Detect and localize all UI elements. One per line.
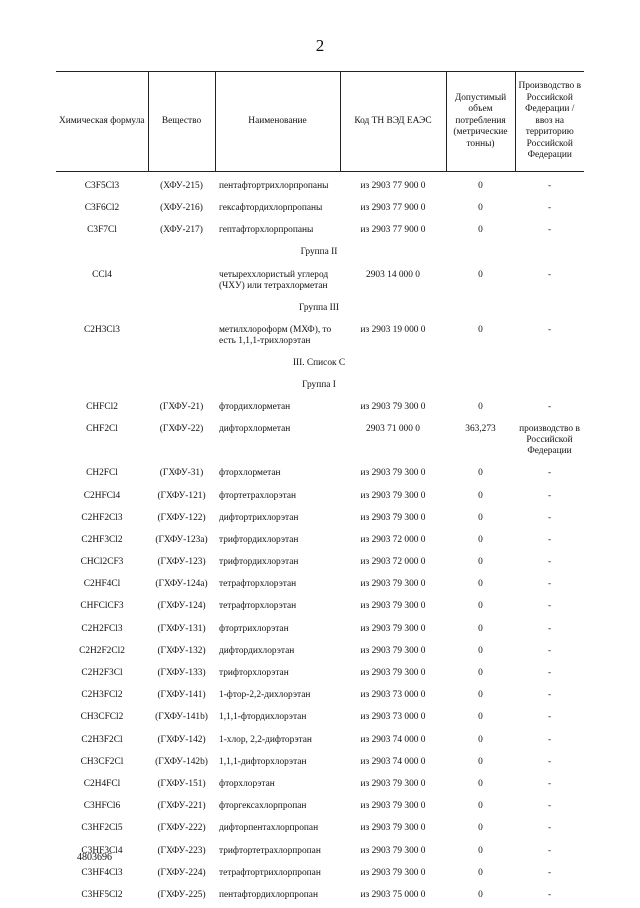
cell-name: фтортрихлорэтан	[215, 620, 340, 642]
cell-formula: CH3CF2Cl	[56, 753, 148, 775]
cell-substance: (ГХФУ-151)	[148, 775, 215, 797]
cell-formula: C2HF4Cl	[56, 575, 148, 597]
cell-formula: C3HF2Cl5	[56, 819, 148, 841]
cell-production: -	[515, 575, 584, 597]
cell-production: -	[515, 597, 584, 619]
table-row	[56, 172, 584, 200]
cell-production: -	[515, 531, 584, 553]
header-consumption: Допустимый объем потребления (метрические тонны)	[446, 72, 515, 172]
table-row	[56, 321, 584, 354]
cell-substance: (ХФУ-216)	[148, 199, 215, 221]
table-row	[56, 221, 584, 243]
cell-substance: (ГХФУ-133)	[148, 664, 215, 686]
cell-formula: CCl4	[56, 266, 148, 299]
cell-consumption: 0	[446, 708, 515, 730]
cell-code: из 2903 77 900 0	[340, 199, 446, 221]
cell-name: тетрафторхлорэтан	[215, 597, 340, 619]
cell-consumption: 0	[446, 487, 515, 509]
group-heading: Группа III	[56, 299, 584, 321]
cell-name: 1,1,1-фтордихлорэтан	[215, 708, 340, 730]
cell-substance: (ГХФУ-224)	[148, 864, 215, 886]
table-row	[56, 819, 584, 841]
cell-name: гексафтордихлорпропаны	[215, 199, 340, 221]
group-heading-row	[56, 299, 584, 321]
cell-formula: C3HF3Cl4	[56, 842, 148, 864]
header-formula: Химическая формула	[56, 72, 148, 172]
cell-code: из 2903 73 000 0	[340, 686, 446, 708]
cell-consumption: 0	[446, 686, 515, 708]
table-row	[56, 864, 584, 886]
cell-substance: (ГХФУ-221)	[148, 797, 215, 819]
cell-consumption: 0	[446, 819, 515, 841]
header-code: Код ТН ВЭД ЕАЭС	[340, 72, 446, 172]
cell-production: -	[515, 199, 584, 221]
table-row	[56, 797, 584, 819]
cell-consumption: 0	[446, 842, 515, 864]
cell-code: из 2903 79 300 0	[340, 864, 446, 886]
cell-formula: C3HFCl6	[56, 797, 148, 819]
cell-formula: C2H3FCl2	[56, 686, 148, 708]
cell-name: 1,1,1-дифторхлорэтан	[215, 753, 340, 775]
cell-production: -	[515, 464, 584, 486]
cell-code: из 2903 79 300 0	[340, 509, 446, 531]
cell-code: из 2903 79 300 0	[340, 575, 446, 597]
cell-name: трифторхлорэтан	[215, 664, 340, 686]
cell-code: из 2903 79 300 0	[340, 620, 446, 642]
table-row	[56, 708, 584, 730]
cell-code: из 2903 72 000 0	[340, 531, 446, 553]
cell-name: тетрафторхлорэтан	[215, 575, 340, 597]
cell-name: метилхлороформ (МХФ), то есть 1,1,1-трихлорэтан	[215, 321, 340, 354]
cell-consumption: 0	[446, 797, 515, 819]
cell-name: тетрафтортрихлорпропан	[215, 864, 340, 886]
cell-name: фтортетрахлорэтан	[215, 487, 340, 509]
table-row	[56, 642, 584, 664]
cell-formula: C2H2FCl3	[56, 620, 148, 642]
table-row	[56, 199, 584, 221]
cell-name: четыреххлористый углерод (ЧХУ) или тетрахлорметан	[215, 266, 340, 299]
cell-production: -	[515, 731, 584, 753]
cell-consumption: 0	[446, 731, 515, 753]
cell-consumption: 363,273	[446, 420, 515, 464]
cell-name: пентафтордихлорпропан	[215, 886, 340, 908]
table-body	[56, 172, 584, 908]
cell-substance: (ГХФУ-223)	[148, 842, 215, 864]
header-name: Наименование	[215, 72, 340, 172]
document-id: 4803696	[77, 852, 112, 863]
cell-production: -	[515, 321, 584, 354]
cell-consumption: 0	[446, 531, 515, 553]
cell-substance: (ГХФУ-142)	[148, 731, 215, 753]
cell-name: 1-фтор-2,2-дихлорэтан	[215, 686, 340, 708]
cell-formula: CHFClCF3	[56, 597, 148, 619]
cell-name: фторхлорметан	[215, 464, 340, 486]
table-row	[56, 553, 584, 575]
table-row	[56, 753, 584, 775]
cell-formula: CHF2Cl	[56, 420, 148, 464]
cell-formula: C3F7Cl	[56, 221, 148, 243]
cell-name: пентафтортрихлорпропаны	[215, 172, 340, 200]
cell-production: -	[515, 686, 584, 708]
cell-formula: CHCl2CF3	[56, 553, 148, 575]
cell-substance: (ГХФУ-225)	[148, 886, 215, 908]
group-heading: Группа I	[56, 376, 584, 398]
cell-production: -	[515, 708, 584, 730]
cell-code: из 2903 77 900 0	[340, 221, 446, 243]
cell-formula: CH2FCl	[56, 464, 148, 486]
cell-code: из 2903 79 300 0	[340, 642, 446, 664]
cell-substance: (ГХФУ-142b)	[148, 753, 215, 775]
cell-substance: (ГХФУ-124)	[148, 597, 215, 619]
cell-production: -	[515, 266, 584, 299]
cell-production: -	[515, 487, 584, 509]
cell-code: из 2903 73 000 0	[340, 708, 446, 730]
cell-formula: CH3CFCl2	[56, 708, 148, 730]
cell-code: из 2903 79 300 0	[340, 842, 446, 864]
cell-production: -	[515, 775, 584, 797]
group-heading-row	[56, 376, 584, 398]
cell-production: -	[515, 753, 584, 775]
cell-substance: (ГХФУ-123)	[148, 553, 215, 575]
group-heading-row	[56, 354, 584, 376]
cell-substance: (ГХФУ-123a)	[148, 531, 215, 553]
cell-name: трифтордихлорэтан	[215, 531, 340, 553]
table-row	[56, 664, 584, 686]
cell-code: из 2903 75 000 0	[340, 886, 446, 908]
cell-production: -	[515, 398, 584, 420]
table-row	[56, 487, 584, 509]
cell-formula: C3HF5Cl2	[56, 886, 148, 908]
cell-formula: C2HF2Cl3	[56, 509, 148, 531]
cell-code: из 2903 79 300 0	[340, 398, 446, 420]
cell-name: дифторхлорметан	[215, 420, 340, 464]
cell-substance: (ХФУ-217)	[148, 221, 215, 243]
cell-consumption: 0	[446, 575, 515, 597]
cell-name: дифтортрихлорэтан	[215, 509, 340, 531]
cell-consumption: 0	[446, 642, 515, 664]
cell-substance: (ГХФУ-141b)	[148, 708, 215, 730]
cell-consumption: 0	[446, 199, 515, 221]
cell-formula: C2H3Cl3	[56, 321, 148, 354]
cell-name: фторхлорэтан	[215, 775, 340, 797]
cell-formula: C2H2F3Cl	[56, 664, 148, 686]
cell-consumption: 0	[446, 620, 515, 642]
table-row	[56, 620, 584, 642]
table-header-row	[56, 72, 584, 172]
table-row	[56, 420, 584, 464]
cell-name: трифтортетрахлорпропан	[215, 842, 340, 864]
cell-code: из 2903 79 300 0	[340, 464, 446, 486]
table-row	[56, 531, 584, 553]
cell-name: гептафторхлорпропаны	[215, 221, 340, 243]
cell-substance: (ХФУ-215)	[148, 172, 215, 200]
cell-production: -	[515, 819, 584, 841]
cell-code: из 2903 79 300 0	[340, 597, 446, 619]
cell-code: из 2903 79 300 0	[340, 775, 446, 797]
cell-code: 2903 71 000 0	[340, 420, 446, 464]
cell-consumption: 0	[446, 221, 515, 243]
cell-name: 1-хлор, 2,2-дифторэтан	[215, 731, 340, 753]
cell-substance	[148, 321, 215, 354]
cell-consumption: 0	[446, 864, 515, 886]
cell-code: из 2903 72 000 0	[340, 553, 446, 575]
table-row	[56, 398, 584, 420]
cell-production: -	[515, 172, 584, 200]
header-production: Производство в Российской Федерации / ввоз на территорию Российской Федерации	[515, 72, 584, 172]
cell-code: из 2903 74 000 0	[340, 731, 446, 753]
table-row	[56, 731, 584, 753]
table-row	[56, 266, 584, 299]
cell-substance: (ГХФУ-131)	[148, 620, 215, 642]
cell-production: -	[515, 620, 584, 642]
cell-formula: C3HF4Cl3	[56, 864, 148, 886]
cell-code: из 2903 77 900 0	[340, 172, 446, 200]
cell-formula: C3F6Cl2	[56, 199, 148, 221]
cell-consumption: 0	[446, 664, 515, 686]
cell-consumption: 0	[446, 398, 515, 420]
cell-substance: (ГХФУ-121)	[148, 487, 215, 509]
cell-code: из 2903 19 000 0	[340, 321, 446, 354]
cell-code: из 2903 79 300 0	[340, 487, 446, 509]
cell-code: из 2903 74 000 0	[340, 753, 446, 775]
table-row	[56, 464, 584, 486]
cell-consumption: 0	[446, 321, 515, 354]
cell-consumption: 0	[446, 266, 515, 299]
cell-consumption: 0	[446, 553, 515, 575]
group-heading: Группа II	[56, 243, 584, 265]
cell-substance: (ГХФУ-124a)	[148, 575, 215, 597]
cell-production: -	[515, 864, 584, 886]
cell-consumption: 0	[446, 597, 515, 619]
cell-formula: CHFCl2	[56, 398, 148, 420]
cell-consumption: 0	[446, 172, 515, 200]
table-row	[56, 575, 584, 597]
cell-substance: (ГХФУ-122)	[148, 509, 215, 531]
cell-consumption: 0	[446, 775, 515, 797]
table-row	[56, 842, 584, 864]
cell-production: -	[515, 221, 584, 243]
group-heading-row	[56, 243, 584, 265]
cell-formula: C2HFCl4	[56, 487, 148, 509]
cell-production: производство в Российской Федерации	[515, 420, 584, 464]
cell-formula: C2HF3Cl2	[56, 531, 148, 553]
cell-substance: (ГХФУ-22)	[148, 420, 215, 464]
cell-code: из 2903 79 300 0	[340, 819, 446, 841]
cell-name: дифтордихлорэтан	[215, 642, 340, 664]
cell-formula: C3F5Cl3	[56, 172, 148, 200]
cell-substance: (ГХФУ-21)	[148, 398, 215, 420]
table-row	[56, 775, 584, 797]
page-number: 2	[0, 36, 640, 56]
cell-substance	[148, 266, 215, 299]
header-substance: Вещество	[148, 72, 215, 172]
cell-consumption: 0	[446, 886, 515, 908]
cell-consumption: 0	[446, 509, 515, 531]
cell-code: 2903 14 000 0	[340, 266, 446, 299]
group-heading: III. Список С	[56, 354, 584, 376]
cell-name: фтордихлорметан	[215, 398, 340, 420]
table-row	[56, 686, 584, 708]
cell-production: -	[515, 553, 584, 575]
cell-consumption: 0	[446, 464, 515, 486]
cell-production: -	[515, 509, 584, 531]
cell-code: из 2903 79 300 0	[340, 797, 446, 819]
cell-formula: C2H4FCl	[56, 775, 148, 797]
cell-substance: (ГХФУ-222)	[148, 819, 215, 841]
cell-name: фторгексахлорпропан	[215, 797, 340, 819]
cell-consumption: 0	[446, 753, 515, 775]
cell-name: трифтордихлорэтан	[215, 553, 340, 575]
cell-production: -	[515, 886, 584, 908]
cell-code: из 2903 79 300 0	[340, 664, 446, 686]
cell-production: -	[515, 642, 584, 664]
substances-table	[56, 71, 584, 908]
cell-substance: (ГХФУ-31)	[148, 464, 215, 486]
cell-production: -	[515, 664, 584, 686]
cell-formula: C2H2F2Cl2	[56, 642, 148, 664]
cell-production: -	[515, 797, 584, 819]
cell-substance: (ГХФУ-141)	[148, 686, 215, 708]
table-row	[56, 509, 584, 531]
cell-production: -	[515, 842, 584, 864]
table-row	[56, 597, 584, 619]
cell-name: дифторпентахлорпропан	[215, 819, 340, 841]
cell-substance: (ГХФУ-132)	[148, 642, 215, 664]
cell-formula: C2H3F2Cl	[56, 731, 148, 753]
